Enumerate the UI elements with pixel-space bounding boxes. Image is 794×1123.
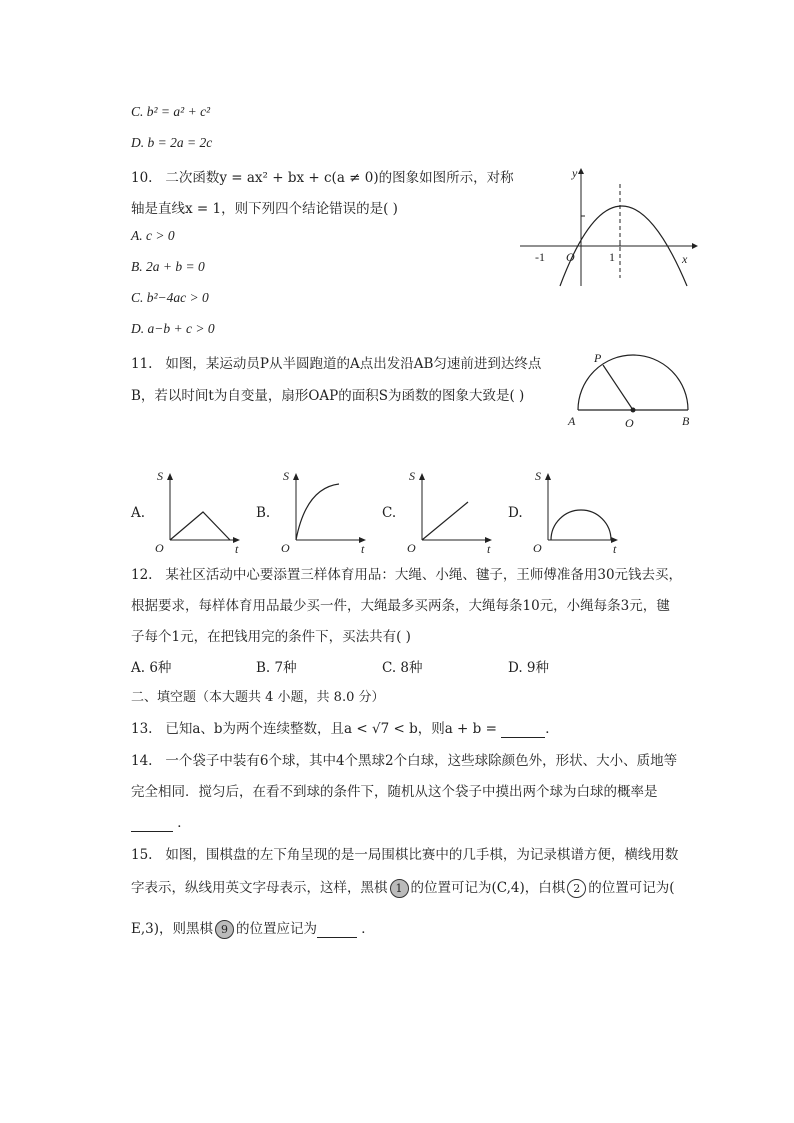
q11-option-c-graph — [402, 468, 502, 556]
label-b: B — [682, 414, 690, 428]
q14-number: 14. — [131, 753, 153, 769]
q12-line1 — [131, 563, 682, 583]
label-a: A — [568, 414, 576, 428]
one-label: 1 — [609, 250, 615, 264]
section-heading: 二、填空题（本大题共 4 小题，共 8.0 分） — [131, 690, 385, 705]
q12-option-a: A. 6种 — [131, 660, 172, 676]
t-axis-label: t — [613, 542, 617, 556]
q10-option-d: D. a−b + c > 0 — [131, 321, 215, 336]
arc-curve — [551, 510, 611, 540]
concave-curve — [296, 484, 339, 540]
q15-line2 — [131, 876, 675, 898]
q14-text-line1: 一个袋子中装有6个球，其中4个黑球2个白球，这些球除颜色外，形状、大小、质地等 — [165, 753, 678, 769]
q11-stem-line1 — [131, 352, 541, 372]
q10-option-b: B. 2a + b = 0 — [131, 259, 205, 274]
t-axis-label: t — [235, 542, 239, 556]
q10-stem-line2: 轴是直线x = 1，则下列四个结论错误的是( ) — [131, 201, 398, 217]
q14-line3: ． — [131, 811, 191, 832]
q11-option-b-label: B. — [256, 505, 271, 521]
q11-option-c-label: C. — [382, 505, 397, 521]
q15-line1 — [131, 843, 678, 863]
origin-label: O — [155, 541, 164, 555]
q10-stem-text: 二次函数y = ax² + bx + c(a ≠ 0)的图象如图所示，对称 — [165, 170, 514, 186]
q11-stem-text: 如图，某运动员P从半圆跑道的A点出发沿AB匀速前进到达终点 — [165, 356, 542, 372]
q11-option-d-graph — [528, 468, 628, 556]
q11-semicircle-figure — [568, 350, 698, 430]
q12-line3: 子每个1元，在把钱用完的条件下，买法共有( ) — [131, 629, 411, 645]
q15-answer-blank[interactable] — [317, 921, 357, 938]
q10-option-c: C. b²−4ac > 0 — [131, 290, 209, 305]
q12-option-b: B. 7种 — [256, 660, 297, 676]
q10-number: 10. — [131, 170, 153, 186]
white-stone-2-icon: 2 — [567, 879, 586, 898]
x-axis-arrow — [692, 243, 698, 249]
q15-text-line3a: E,3)，则黑棋 — [131, 921, 214, 937]
black-stone-9-icon: 9 — [215, 920, 234, 939]
q15-number: 15. — [131, 847, 153, 863]
label-p: P — [594, 351, 602, 365]
q11-option-d-label: D. — [508, 505, 523, 521]
q11-option-b-graph — [276, 468, 376, 556]
x-axis-label: x — [682, 252, 688, 266]
q10-stem-line1 — [131, 166, 514, 186]
q12-option-c: C. 8种 — [382, 660, 423, 676]
origin-label: O — [566, 250, 575, 264]
q13-answer-blank[interactable] — [501, 721, 545, 738]
q9-option-c: C. b² = a² + c² — [131, 104, 211, 119]
q10-parabola-figure — [520, 166, 700, 291]
s-axis-label: S — [283, 469, 289, 483]
neg-one-label: -1 — [535, 250, 545, 264]
q11-stem-line2: B，若以时间t为自变量，扇形OAP的面积S为函数的图象大致是( ) — [131, 388, 525, 404]
q12-line2: 根据要求，每样体育用品最少买一件，大绳最多买两条，大绳每条10元，小绳每条3元，毽 — [131, 598, 670, 614]
q11-number: 11. — [131, 356, 153, 372]
q15-text-line2b: 的位置可记为(C,4)，白棋 — [410, 880, 566, 896]
q11-option-a-graph — [150, 468, 250, 556]
q9-option-d: D. b = 2a = 2c — [131, 135, 213, 150]
q14-line1 — [131, 749, 677, 769]
q13-number: 13. — [131, 721, 153, 737]
q12-option-d: D. 9种 — [508, 660, 550, 676]
black-stone-1-icon: 1 — [390, 879, 409, 898]
s-axis-label: S — [409, 469, 415, 483]
origin-label: O — [407, 541, 416, 555]
q12-text-line1: 某社区活动中心要添置三样体育用品：大绳、小绳、毽子，王师傅准备用30元钱去买， — [165, 567, 683, 583]
q13-line: 13. 已知a、b为两个连续整数，且a < √7 < b，则a + b = ． — [131, 721, 559, 737]
q14-line2: 完全相同．搅匀后，在看不到球的条件下，随机从这个袋子中摸出两个球为白球的概率是 — [131, 784, 658, 800]
t-axis-label: t — [487, 542, 491, 556]
t-axis-label: t — [361, 542, 365, 556]
q10-option-a: A. c > 0 — [131, 228, 175, 243]
q15-text-line1: 如图，围棋盘的左下角呈现的是一局围棋比赛中的几手棋，为记录棋谱方便，横线用数 — [165, 847, 679, 863]
s-axis-label: S — [535, 469, 541, 483]
q15-text-line2c: 的位置可记为( — [588, 880, 675, 896]
q15-line3: E,3)，则黑棋 9 的位置应记为 ． — [131, 921, 375, 937]
q15-text-line2a: 字表示，纵线用英文字母表示，这样，黑棋 — [131, 880, 388, 896]
center-point — [631, 408, 636, 413]
s-axis-label: S — [157, 469, 163, 483]
q11-option-a-label: A. — [131, 505, 146, 521]
q13-text: 已知a、b为两个连续整数，且a < √7 < b，则a + b = — [165, 721, 497, 737]
linear-curve — [422, 502, 468, 540]
y-axis-arrow — [578, 168, 584, 174]
origin-label: O — [281, 541, 290, 555]
q14-answer-blank[interactable] — [131, 815, 173, 832]
q15-text-line3b: 的位置应记为 — [236, 921, 318, 937]
radius-op — [603, 365, 633, 410]
triangle-curve — [170, 512, 230, 540]
origin-label: O — [533, 541, 542, 555]
q12-number: 12. — [131, 567, 153, 583]
label-o: O — [625, 416, 634, 430]
y-axis-label: y — [572, 166, 578, 180]
